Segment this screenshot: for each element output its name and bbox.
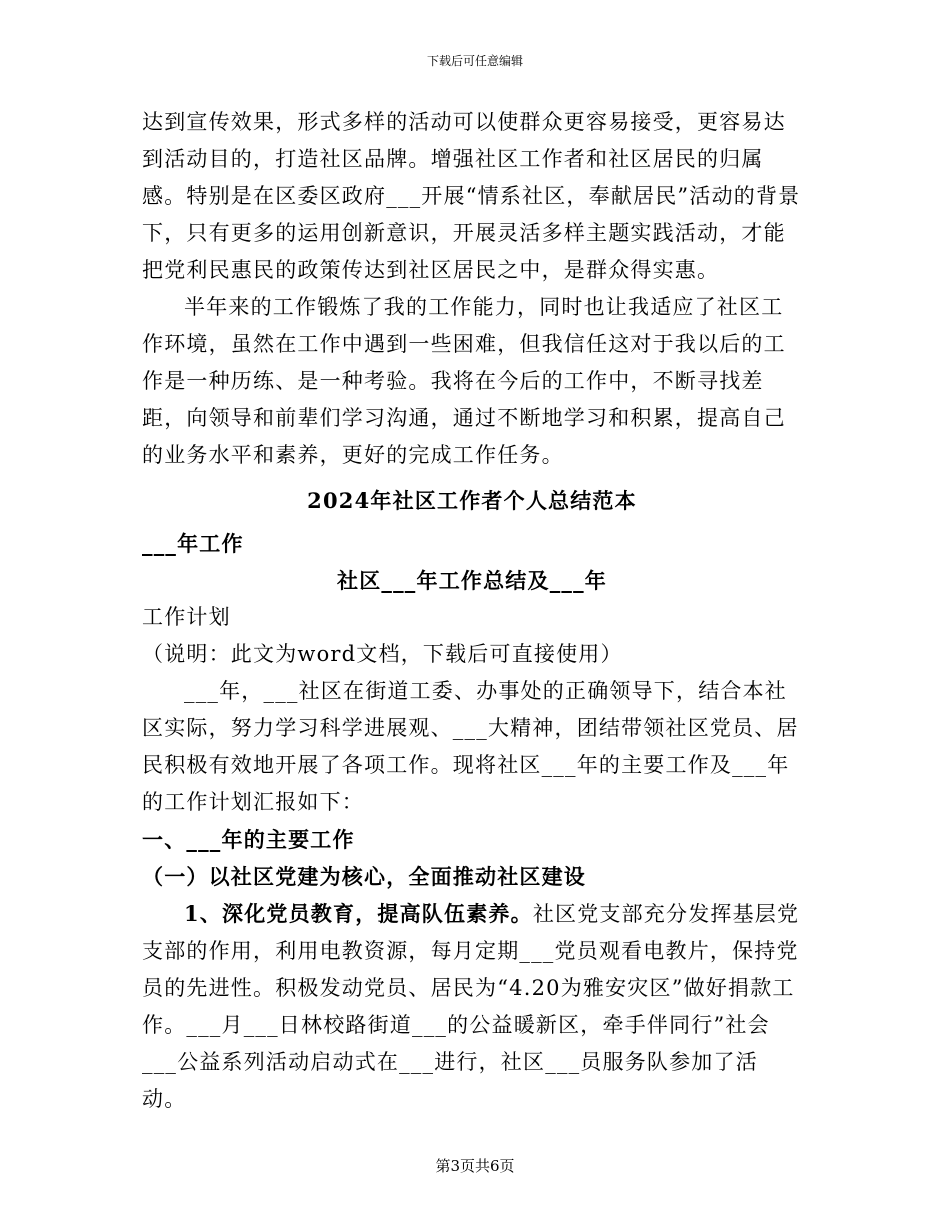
- page-header: 下载后可任意编辑: [426, 54, 523, 68]
- section-heading-1-1: （一）以社区党建为核心，全面推动社区建设: [142, 864, 586, 889]
- work-plan-label: 工作计划: [142, 605, 231, 629]
- paragraph-4-body: 社区党支部充分发挥基层党支部的作用，利用电教资源，每月定期___党员观看电教片，保持党员的先进性。积极发动党员、居民为“4.20为雅安灾区”做好捐款工作。___月___日林校路街道___的公益暖新区，牵手伴同行”社会___公益系列活动启动式在___进行，社区___员服务队参加了活动。: [142, 902, 800, 1111]
- paragraph-4: [142, 895, 802, 1118]
- summary-subtitle: 社区___年工作总结及___年: [337, 568, 607, 593]
- paragraph-3: ___年，___社区在街道工委、办事处的正确领导下，结合本社区实际，努力学习科学进展观、___大精神，团结带领社区党员、居民积极有效地开展了各项工作。现将社区___年的主要工作及___年的工作计划汇报如下：: [142, 679, 799, 814]
- paragraph-1: 达到宣传效果，形式多样的活动可以使群众更容易接受，更容易达到活动目的，打造社区品牌。增强社区工作者和社区居民的归属感。特别是在区委区政府___开展“情系社区，奉献居民”活动的背景下，只有更多的运用创新意识，开展灵活多样主题实践活动，才能把党利民惠民的政策传达到社区居民之中，是群众得实惠。: [142, 110, 801, 282]
- document-title: 2024年社区工作者个人总结范本: [307, 488, 637, 513]
- document-body: [142, 104, 802, 1118]
- paragraph-2: 半年来的工作锻炼了我的工作能力，同时也让我适应了社区工作环境，虽然在工作中遇到一些困难，但我信任这对于我以后的工作是一种历练、是一种考验。我将在今后的工作中，不断寻找差距，向领导和前辈们学习沟通，通过不断地学习和积累，提高自己的业务水平和素养，更好的完成工作任务。: [142, 295, 786, 467]
- page-footer: 第3页共6页: [435, 1157, 515, 1175]
- document-note: （说明：此文为word文档，下载后可直接使用）: [142, 642, 623, 666]
- section-heading-1: 一、___年的主要工作: [142, 827, 355, 852]
- year-work-heading: ___年工作: [142, 531, 244, 556]
- paragraph-4-lead: 1、深化党员教育，提高队伍素养。: [184, 901, 533, 926]
